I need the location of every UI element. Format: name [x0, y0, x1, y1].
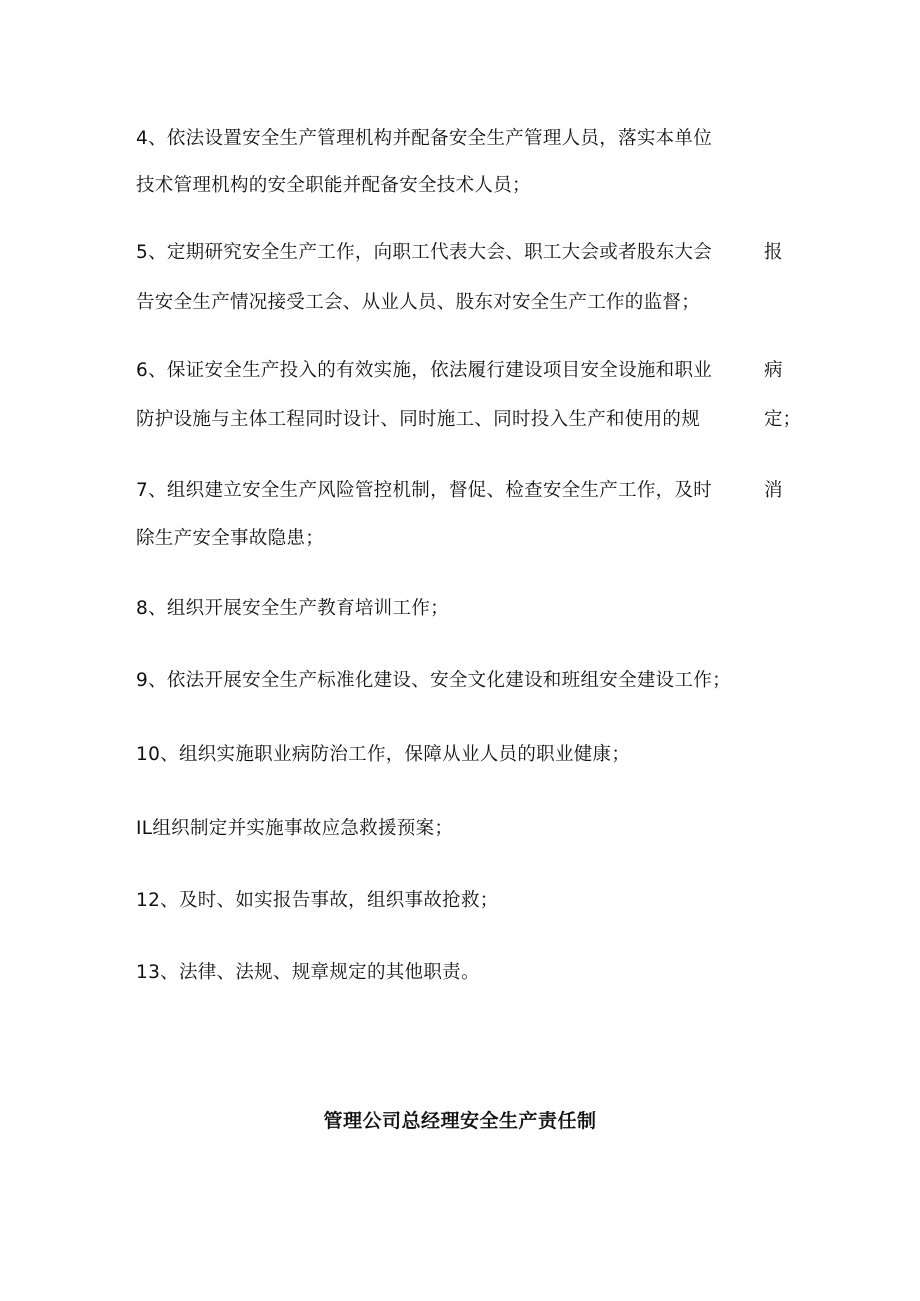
- duty-item-9: 9、依法开展安全生产标准化建设、安全文化建设和班组安全建设工作；: [136, 670, 731, 691]
- duty-item-4-line2: 技术管理机构的安全职能并配备安全技术人员；: [136, 175, 531, 196]
- duty-item-5-tail: 报: [764, 242, 783, 263]
- duty-item-7-tail: 消: [764, 480, 783, 501]
- duty-item-12: 12、及时、如实报告事故，组织事故抢救；: [136, 890, 499, 911]
- duty-item-8: 8、组织开展安全生产教育培训工作；: [136, 598, 449, 619]
- duty-item-6-line2: 防护设施与主体工程同时设计、同时施工、同时投入生产和使用的规: [136, 409, 701, 430]
- duty-item-10: 10、组织实施职业病防治工作，保障从业人员的职业健康；: [136, 744, 631, 765]
- duty-item-6-tail: 病: [764, 360, 783, 381]
- duty-item-13: 13、法律、法规、规章规定的其他职责。: [136, 962, 480, 983]
- duty-item-7-line2: 除生产安全事故隐患；: [136, 528, 325, 549]
- duty-item-11: IL组织制定并实施事故应急救援预案；: [136, 818, 454, 839]
- duty-item-4-line1: 4、依法设置安全生产管理机构并配备安全生产管理人员，落实本单位: [136, 128, 713, 149]
- section-title: 管理公司总经理安全生产责任制: [323, 1110, 597, 1132]
- duty-item-7-line1: 7、组织建立安全生产风险管控机制，督促、检查安全生产工作，及时: [136, 480, 713, 501]
- duty-item-6-tail2: 定；: [764, 409, 802, 430]
- duty-item-6-line1: 6、保证安全生产投入的有效实施，依法履行建设项目安全设施和职业: [136, 360, 713, 381]
- duty-item-5-line1: 5、定期研究安全生产工作，向职工代表大会、职工大会或者股东大会: [136, 242, 713, 263]
- duty-item-5-line2: 告安全生产情况接受工会、从业人员、股东对安全生产工作的监督；: [136, 292, 701, 313]
